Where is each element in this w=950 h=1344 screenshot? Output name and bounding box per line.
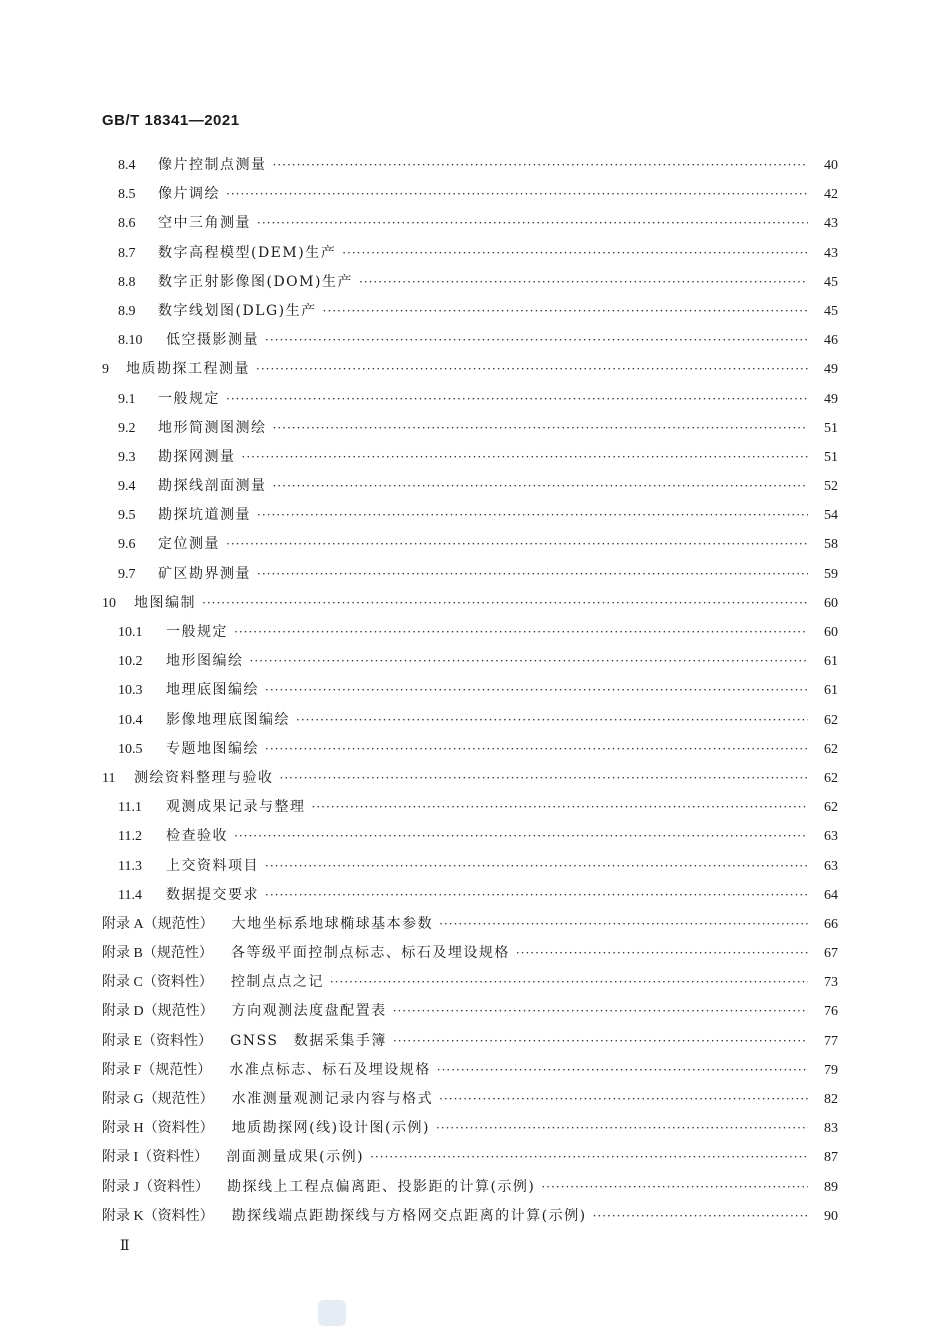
toc-entry-number: 10.3 (118, 683, 143, 699)
toc-entry-number: 11 (102, 770, 116, 786)
toc-dot-leader (436, 1121, 808, 1135)
toc-entry[interactable] (102, 855, 838, 884)
toc-appendix-entry[interactable] (102, 1205, 838, 1234)
toc-entry-title: 地形简测图测绘 (158, 419, 267, 436)
toc-dot-leader (439, 1092, 808, 1106)
toc-entry[interactable] (102, 417, 838, 446)
toc-entry-title: 上交资料项目 (166, 857, 259, 874)
toc-appendix-entry[interactable] (102, 913, 838, 942)
toc-dot-leader (273, 158, 809, 172)
toc-appendix-entry[interactable] (102, 1030, 838, 1059)
toc-entry-title: 空中三角测量 (158, 215, 251, 232)
toc-entry-number: 9 (102, 362, 109, 378)
toc-entry[interactable] (102, 300, 838, 329)
table-of-contents (102, 154, 838, 1234)
toc-entry-title: 数字高程模型(DEM)生产 (158, 244, 337, 261)
toc-entry[interactable] (102, 621, 838, 650)
toc-dot-leader (393, 1034, 808, 1048)
toc-entry[interactable] (102, 592, 838, 621)
toc-entry-page: 58 (824, 537, 838, 553)
toc-entry-page: 76 (824, 1004, 838, 1020)
toc-appendix-entry[interactable] (102, 1176, 838, 1205)
toc-entry-number: 8.9 (118, 303, 136, 319)
toc-entry-number: 附录 K（资料性） (102, 1208, 214, 1224)
toc-entry[interactable] (102, 533, 838, 562)
toc-entry-number: 11.3 (118, 858, 142, 874)
toc-entry-title: 剖面测量成果(示例) (226, 1149, 365, 1166)
toc-dot-leader (312, 800, 809, 814)
toc-entry-number: 9.3 (118, 449, 136, 465)
toc-entry-title: 观测成果记录与整理 (166, 799, 306, 816)
toc-entry[interactable] (102, 825, 838, 854)
toc-entry-title: 专题地图编绘 (166, 740, 259, 757)
toc-entry-title: 勘探线上工程点偏离距、投影距的计算(示例) (226, 1178, 536, 1195)
toc-entry-title: 地质勘探网(线)设计图(示例) (231, 1120, 430, 1137)
toc-entry-page: 43 (824, 245, 838, 261)
toc-entry-number: 11.2 (118, 829, 142, 845)
toc-entry[interactable] (102, 358, 838, 387)
toc-entry[interactable] (102, 796, 838, 825)
toc-entry-page: 51 (824, 420, 838, 436)
toc-entry-page: 79 (824, 1062, 838, 1078)
toc-entry-page: 61 (824, 683, 838, 699)
toc-entry-title: 方向观测法度盘配置表 (231, 1003, 387, 1020)
toc-entry[interactable] (102, 475, 838, 504)
toc-entry-number: 9.7 (118, 566, 136, 582)
toc-entry-page: 73 (824, 975, 838, 991)
toc-entry-number: 10 (102, 595, 116, 611)
toc-entry-page: 45 (824, 303, 838, 319)
toc-entry-page: 67 (824, 946, 838, 962)
toc-entry-number: 8.10 (118, 333, 143, 349)
toc-entry-number: 附录 A（规范性） (102, 916, 214, 932)
toc-entry-page: 77 (824, 1033, 838, 1049)
toc-entry[interactable] (102, 504, 838, 533)
toc-appendix-entry[interactable] (102, 971, 838, 1000)
toc-dot-leader (242, 450, 809, 464)
toc-entry-number: 9.4 (118, 479, 136, 495)
toc-entry-number: 附录 I（资料性） (102, 1150, 209, 1166)
toc-entry-number: 附录 E（资料性） (102, 1033, 213, 1049)
toc-entry[interactable] (102, 212, 838, 241)
toc-entry-title: 水准测量观测记录内容与格式 (231, 1091, 434, 1107)
toc-entry-page: 63 (824, 829, 838, 845)
toc-entry-title: 影像地理底图编绘 (166, 711, 290, 728)
toc-entry-number: 8.4 (118, 158, 136, 173)
toc-entry-title: 矿区勘界测量 (158, 565, 251, 582)
toc-entry-title: 大地坐标系地球椭球基本参数 (231, 915, 434, 932)
toc-dot-leader (257, 508, 808, 522)
toc-dot-leader (226, 392, 808, 406)
toc-dot-leader (516, 946, 808, 960)
toc-entry-page: 40 (824, 158, 838, 173)
toc-dot-leader (370, 1150, 808, 1164)
toc-appendix-entry[interactable] (102, 942, 838, 971)
toc-entry-title: 地质勘探工程测量 (126, 361, 250, 378)
toc-dot-leader (265, 683, 808, 697)
toc-dot-leader (265, 742, 808, 756)
toc-entry-page: 49 (824, 391, 838, 407)
toc-dot-leader (226, 187, 808, 201)
toc-dot-leader (439, 917, 808, 931)
toc-dot-leader (330, 975, 808, 989)
toc-entry-number: 8.8 (118, 274, 136, 290)
toc-entry-title: 检查验收 (166, 828, 228, 845)
toc-entry-title: 勘探线剖面测量 (158, 478, 267, 495)
toc-entry-number: 9.2 (118, 420, 136, 436)
toc-entry-page: 45 (824, 274, 838, 290)
sac-watermark-logo (318, 1300, 346, 1326)
toc-dot-leader (437, 1063, 808, 1077)
toc-appendix-entry[interactable] (102, 1088, 838, 1117)
toc-dot-leader (265, 859, 808, 873)
toc-dot-leader (393, 1004, 808, 1018)
toc-dot-leader (273, 479, 809, 493)
toc-entry[interactable] (102, 154, 838, 183)
toc-entry-page: 90 (824, 1208, 838, 1224)
toc-entry-page: 54 (824, 508, 838, 524)
toc-entry-title: 地图编制 (134, 594, 196, 611)
toc-entry-page: 61 (824, 654, 838, 670)
toc-entry[interactable] (102, 446, 838, 475)
toc-appendix-entry[interactable] (102, 1117, 838, 1146)
toc-entry-title: 数字线划图(DLG)生产 (158, 302, 317, 319)
toc-entry-number: 8.7 (118, 245, 136, 261)
toc-entry[interactable] (102, 884, 838, 913)
toc-dot-leader (257, 567, 808, 581)
toc-entry[interactable] (102, 738, 838, 767)
toc-dot-leader (296, 713, 808, 727)
toc-entry-number: 11.1 (118, 800, 142, 816)
toc-entry-page: 83 (824, 1121, 838, 1137)
toc-entry[interactable] (102, 767, 838, 796)
toc-entry-page: 63 (824, 858, 838, 874)
toc-dot-leader (265, 888, 808, 902)
toc-entry-number: 9.5 (118, 508, 136, 524)
toc-entry-title: 地形图编绘 (166, 653, 244, 670)
toc-entry-page: 62 (824, 712, 838, 728)
toc-entry-page: 59 (824, 566, 838, 582)
toc-entry-title: 勘探线端点距勘探线与方格网交点距离的计算(示例) (231, 1207, 587, 1224)
toc-dot-leader (280, 771, 809, 785)
toc-entry-title: 水准点标志、标石及埋设规格 (229, 1061, 431, 1078)
toc-entry-number: 附录 H（资料性） (102, 1121, 214, 1137)
toc-entry-page: 64 (824, 887, 838, 903)
toc-entry-title: 数据提交要求 (166, 886, 259, 903)
toc-dot-leader (265, 333, 808, 347)
toc-entry-number: 附录 B（规范性） (102, 946, 213, 962)
toc-appendix-entry[interactable] (102, 1000, 838, 1029)
toc-entry[interactable] (102, 388, 838, 417)
toc-entry-title: GNSS 数据采集手簿 (230, 1032, 387, 1049)
toc-entry-page: 62 (824, 800, 838, 816)
toc-entry-number: 11.4 (118, 887, 142, 903)
toc-entry-number: 9.6 (118, 537, 136, 553)
toc-dot-leader (256, 362, 808, 376)
toc-entry[interactable] (102, 650, 838, 679)
toc-entry-title: 各等级平面控制点标志、标石及埋设规格 (230, 945, 510, 962)
toc-entry-title: 控制点点之记 (230, 974, 324, 991)
toc-entry-page: 42 (824, 187, 838, 203)
toc-entry-title: 像片调绘 (158, 186, 220, 203)
toc-entry-page: 60 (824, 595, 838, 611)
toc-entry[interactable] (102, 709, 838, 738)
toc-entry-page: 52 (824, 479, 838, 495)
toc-entry-title: 一般规定 (158, 390, 220, 407)
toc-dot-leader (541, 1180, 808, 1194)
toc-entry-number: 附录 G（规范性） (102, 1092, 214, 1107)
toc-entry-page: 89 (824, 1179, 838, 1195)
toc-entry[interactable] (102, 679, 838, 708)
toc-dot-leader (234, 625, 808, 639)
toc-entry-number: 8.6 (118, 216, 136, 232)
toc-entry-page: 87 (824, 1150, 838, 1166)
toc-entry-title: 数字正射影像图(DOM)生产 (158, 273, 353, 290)
toc-entry-title: 地理底图编绘 (166, 682, 259, 699)
toc-entry-number: 10.5 (118, 741, 143, 757)
toc-entry-number: 8.5 (118, 187, 136, 203)
toc-entry-title: 低空摄影测量 (166, 332, 259, 349)
toc-entry-page: 51 (824, 449, 838, 465)
toc-appendix-entry[interactable] (102, 1146, 838, 1175)
toc-dot-leader (342, 246, 808, 260)
toc-dot-leader (359, 275, 808, 289)
toc-entry-number: 10.4 (118, 712, 143, 728)
toc-entry-title: 勘探网测量 (158, 448, 236, 465)
toc-entry-page: 62 (824, 741, 838, 757)
standard-code: GB/T 18341—2021 (102, 112, 240, 129)
toc-entry[interactable] (102, 271, 838, 300)
toc-entry-number: 附录 J（资料性） (102, 1179, 209, 1195)
toc-entry-title: 测绘资料整理与验收 (134, 769, 274, 786)
toc-dot-leader (593, 1209, 808, 1223)
page-number: Ⅱ (120, 1239, 130, 1254)
toc-entry[interactable] (102, 183, 838, 212)
toc-entry-page: 62 (824, 770, 838, 786)
toc-entry-number: 10.2 (118, 654, 143, 670)
toc-dot-leader (273, 421, 809, 435)
toc-entry-title: 一般规定 (166, 624, 228, 640)
toc-entry-page: 82 (824, 1092, 838, 1107)
toc-entry-page: 46 (824, 333, 838, 349)
toc-dot-leader (257, 216, 808, 230)
toc-entry-title: 定位测量 (158, 536, 220, 553)
toc-entry-title: 勘探坑道测量 (158, 507, 251, 524)
toc-dot-leader (250, 654, 809, 668)
toc-entry-number: 附录 C（资料性） (102, 975, 213, 991)
toc-entry[interactable] (102, 242, 838, 271)
toc-entry[interactable] (102, 563, 838, 592)
toc-entry-page: 60 (824, 625, 838, 640)
toc-entry-page: 66 (824, 916, 838, 932)
toc-appendix-entry[interactable] (102, 1059, 838, 1088)
toc-entry-number: 10.1 (118, 625, 143, 640)
toc-dot-leader (202, 596, 808, 610)
toc-dot-leader (226, 537, 808, 551)
toc-entry-number: 附录 F（规范性） (102, 1062, 212, 1078)
toc-entry-title: 像片控制点测量 (158, 157, 267, 173)
toc-entry[interactable] (102, 329, 838, 358)
toc-entry-page: 43 (824, 216, 838, 232)
toc-dot-leader (234, 829, 808, 843)
toc-entry-number: 9.1 (118, 391, 136, 407)
toc-entry-page: 49 (824, 362, 838, 378)
toc-dot-leader (323, 304, 808, 318)
toc-entry-number: 附录 D（规范性） (102, 1004, 214, 1020)
